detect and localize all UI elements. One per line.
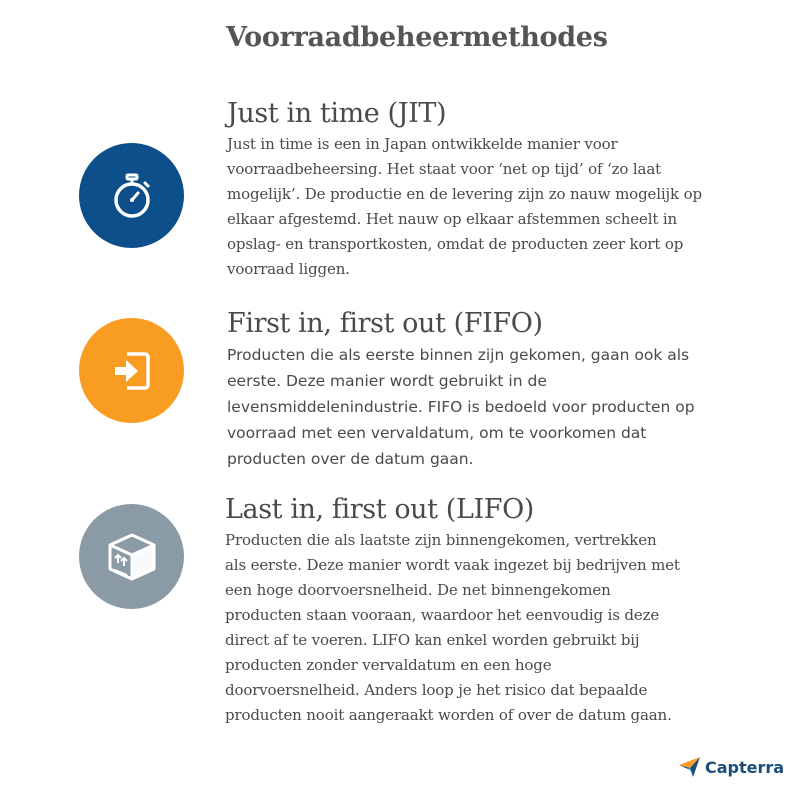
logo-text: Capterra [705,757,785,777]
body-line: producten nooit aangeraakt worden of over de datum gaan. [225,706,672,724]
sign-in-icon [107,346,157,396]
section-body [227,132,702,282]
body-line: Producten die als laatste zijn binnengekomen, vertrekken [225,531,657,549]
body-line: mogelijk’. De productie en de levering zijn zo nauw mogelijk op [227,185,702,203]
fifo-icon-circle [79,318,184,423]
body-line: opslag- en transportkosten, omdat de producten zeer kort op [227,235,684,253]
lifo-icon-circle [79,504,184,609]
jit-icon-circle [79,143,184,248]
body-line: doorvoersnelheid. Anders loop je het risico dat bepaalde [225,681,648,699]
body-line: Just in time is een in Japan ontwikkelde manier voor [227,135,618,153]
body-line: direct af te voeren. LIFO kan enkel worden gebruikt bij [225,631,640,649]
section-heading: First in, first out (FIFO) [227,308,543,339]
body-line: voorraad met een vervaldatum, om te voorkomen dat [227,424,647,442]
body-line: een hoge doorvoersnelheid. De net binnengekomen [225,581,611,599]
stopwatch-icon [107,171,157,221]
body-line: producten staan vooraan, waardoor het eenvoudig is deze [225,606,660,624]
body-line: elkaar afgestemd. Het nauw op elkaar afstemmen scheelt in [227,210,678,228]
body-line: als eerste. Deze manier wordt vaak ingezet bij bedrijven met [225,556,680,574]
body-line: levensmiddelenindustrie. FIFO is bedoeld voor producten op [227,398,695,416]
capterra-arrow-icon [678,756,702,778]
body-line: producten over de datum gaan. [227,450,474,468]
section-fifo [227,306,695,472]
body-line: Producten die als eerste binnen zijn gekomen, gaan ook als [227,346,690,364]
section-body [225,528,680,728]
body-line: producten zonder vervaldatum en een hoge [225,656,552,674]
box-icon [104,529,160,585]
section-jit [227,96,702,282]
section-heading: Last in, first out (LIFO) [225,494,534,525]
body-line: eerste. Deze manier wordt gebruikt in de [227,372,547,390]
capterra-logo [678,756,784,778]
page-title: Voorraadbeheermethodes [226,22,608,53]
section-body [227,342,695,472]
body-line: voorraad liggen. [227,260,350,278]
section-lifo [225,492,680,728]
body-line: voorraadbeheersing. Het staat voor ‘net op tijd’ of ‘zo laat [227,160,662,178]
section-heading: Just in time (JIT) [227,98,447,129]
